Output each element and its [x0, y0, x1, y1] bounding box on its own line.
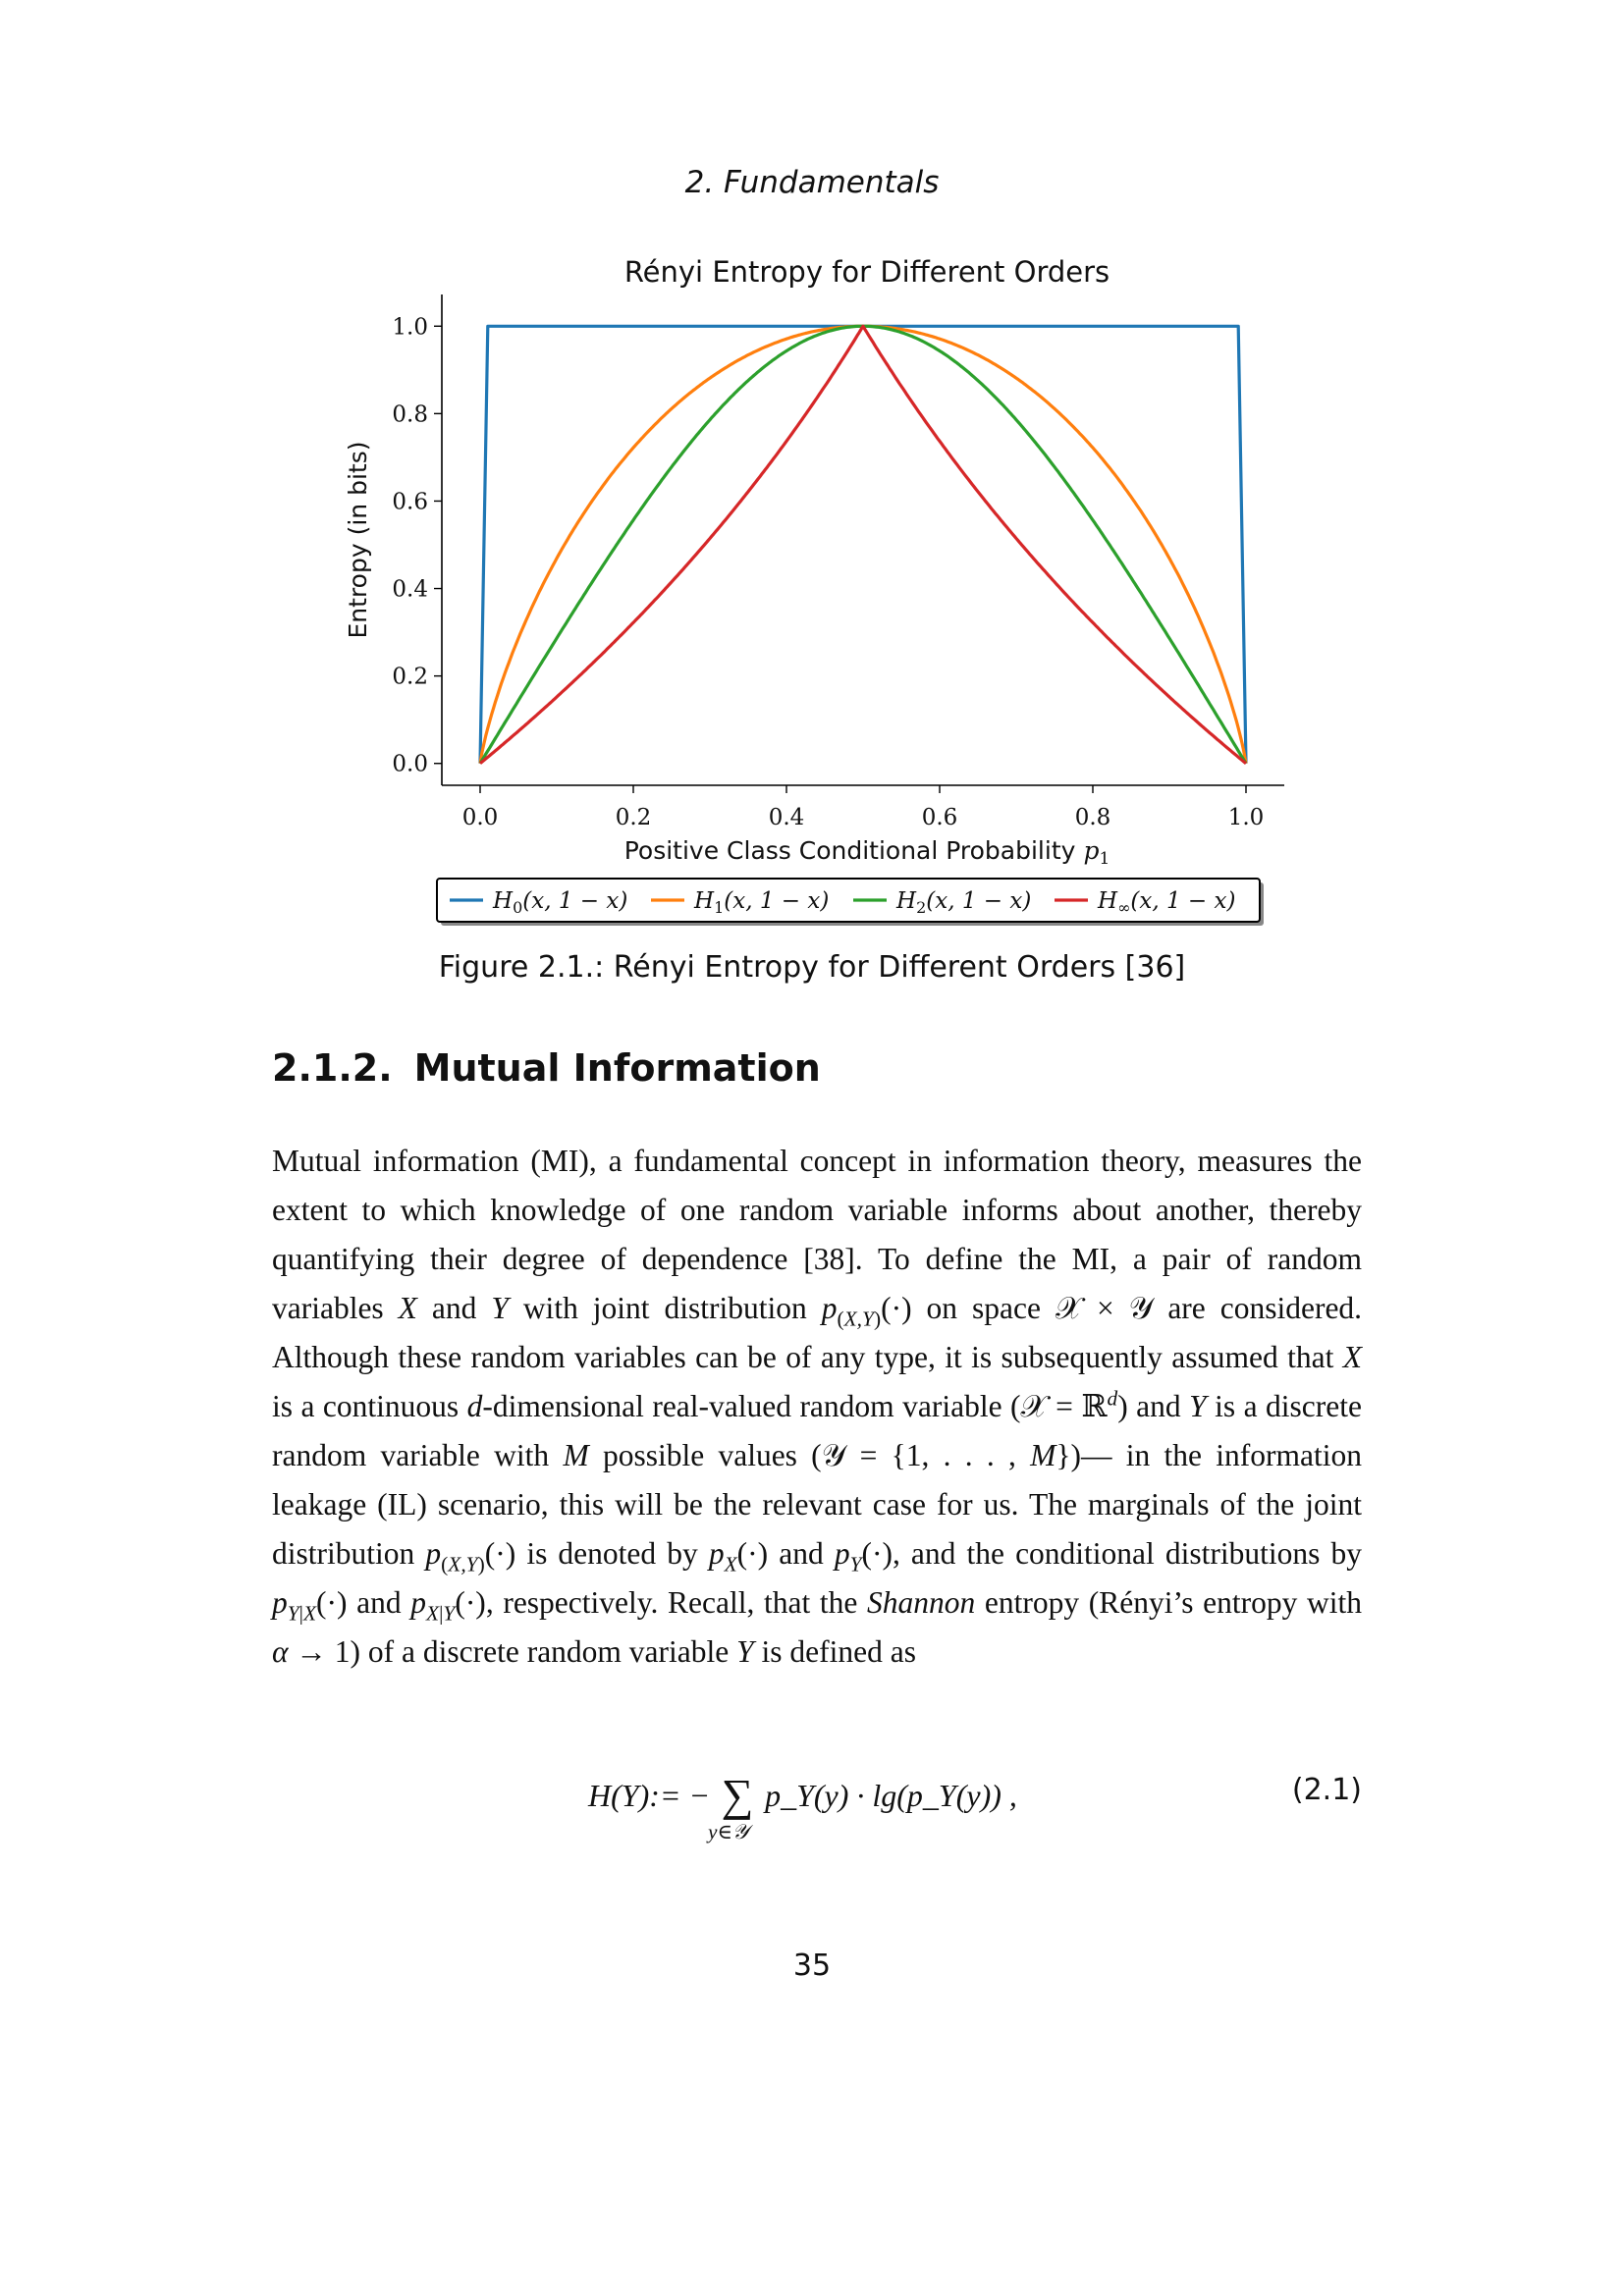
y-tick-label: 0.0 — [392, 751, 428, 777]
x-tick-label: 0.2 — [615, 805, 652, 830]
section-number: 2.1.2. — [272, 1046, 393, 1090]
y-tick-label: 0.2 — [392, 664, 428, 690]
figure-caption: Figure 2.1.: Rényi Entropy for Different Orders [36] — [438, 950, 1186, 985]
body-paragraph: Mutual information (MI), a fundamental concept in information theory, measures the extent to which knowledge of one random variable informs about another, thereby quantifying their degree of dependence [38]. To define the MI, a pair of random variables X and Y with joint distribution $p_{(X,Y)}(\cdot)$ on space 𝒳 × 𝒴 are considered. Although these random variables can be of any type, it is subsequently assumed that X is a continuous d-dimensional real-valued random variable (𝒳 = ℝ$^d$) and Y is a discrete random variable with M possible values (𝒴 = {1, . . . , M})— in the information leakage (IL) scenario, this will be the relevant case for us. The marginals of the joint distribution $p_{(X,Y)}(\cdot)$ is denoted by $p_X(\cdot)$ and $p_Y(\cdot)$, and the conditional distributions by $p_{Y|X}(\cdot)$ and $p_{X|Y}(\cdot)$, respectively. Recall, that the Shannon entropy (Rényi’s entropy with α → 1) of a discrete random variable Y is defined as — [272, 1144, 1363, 1669]
equation-2-1 — [272, 1757, 1362, 1855]
y-tick-label: 0.6 — [392, 489, 428, 515]
chart-legend — [437, 879, 1264, 926]
series-line-H1 — [480, 326, 1246, 763]
y-tick-label: 1.0 — [392, 314, 428, 341]
x-tick-label: 0.6 — [921, 805, 958, 830]
y-tick-label: 0.4 — [392, 576, 428, 603]
running-header: 2. Fundamentals — [684, 165, 940, 200]
sum-sign-icon: ∑ — [721, 1770, 754, 1820]
equation-body — [588, 1765, 1017, 1843]
y-axis-label: Entropy (in bits) — [344, 441, 372, 639]
x-tick-label: 0.0 — [461, 805, 499, 830]
chart-axes — [392, 294, 1284, 830]
y-tick-label: 0.8 — [392, 401, 428, 428]
equation-lhs: H(Y):= − — [588, 1778, 711, 1813]
legend-label-H0: $H_0(x$, 1 − x) — [493, 888, 628, 917]
series-line-H0 — [480, 326, 1246, 763]
series-line-H2 — [480, 326, 1246, 763]
section-title: Mutual Information — [413, 1046, 821, 1090]
section-heading — [272, 1046, 821, 1090]
sum-index: y∈𝒴 — [708, 1820, 749, 1843]
x-axis-label-symbol: p — [1083, 836, 1100, 865]
equation-number: (2.1) — [1291, 1773, 1362, 1807]
x-tick-label: 0.4 — [768, 805, 805, 830]
x-axis-label — [624, 836, 1110, 869]
x-tick-label: 0.8 — [1074, 805, 1111, 830]
x-axis-label-text: Positive Class Conditional Probability — [623, 836, 1076, 865]
legend-label-Hinf: $H_\infty(x$, 1 − x) — [1098, 888, 1236, 917]
legend-label-H2: $H_2(x$, 1 − x) — [896, 888, 1032, 917]
x-tick-label: 1.0 — [1227, 805, 1265, 830]
legend-label-H1: $H_1(x$, 1 − x) — [694, 888, 830, 917]
page-number: 35 — [792, 1949, 832, 1983]
x-axis-label-subscript: 1 — [1099, 849, 1110, 869]
equation-rhs: p_Y(y) · lg(p_Y(y)) , — [765, 1778, 1017, 1813]
renyi-entropy-chart — [324, 245, 1306, 942]
chart-series — [480, 326, 1246, 763]
chart-title: Rényi Entropy for Different Orders — [623, 255, 1110, 289]
series-line-Hinf — [480, 326, 1246, 763]
summation — [708, 1765, 757, 1843]
